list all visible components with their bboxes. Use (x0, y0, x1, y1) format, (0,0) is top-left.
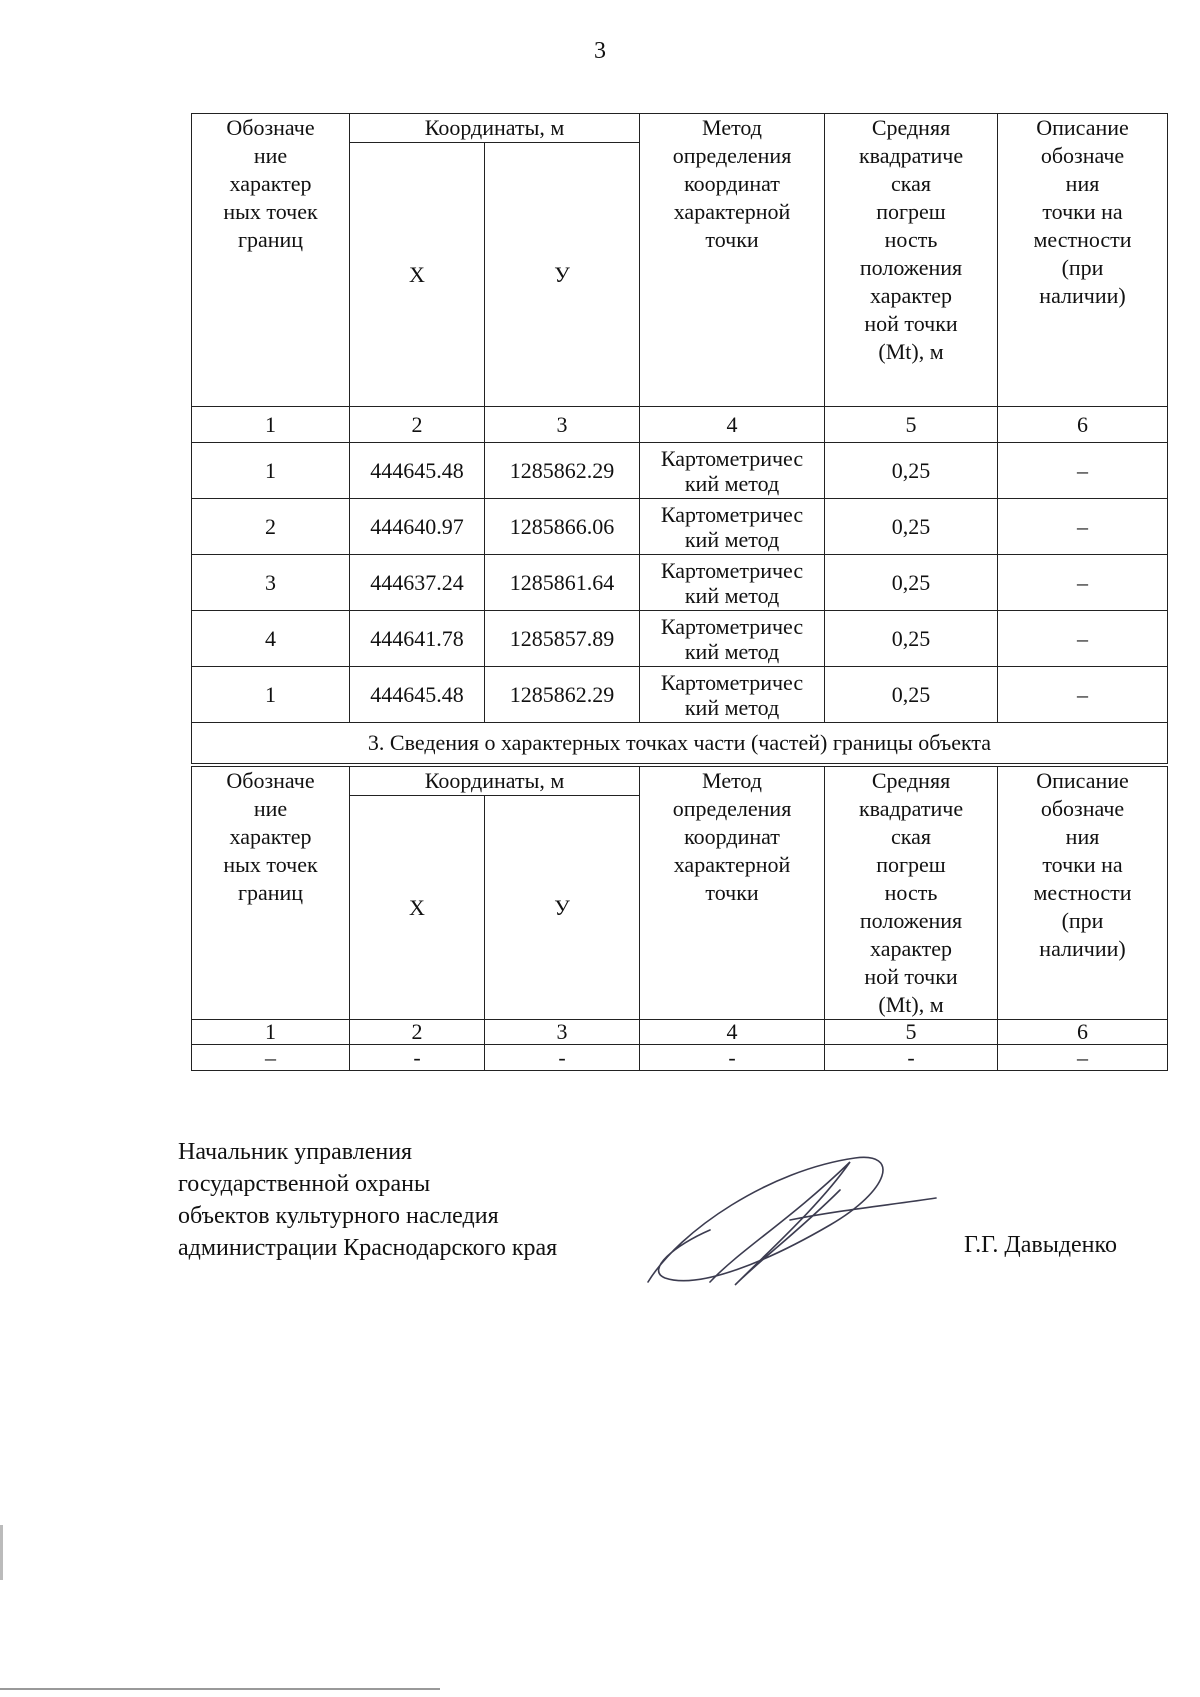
cell-x: 444645.48 (350, 443, 485, 499)
col-num: 4 (640, 1020, 825, 1045)
col-num: 4 (640, 407, 825, 443)
cell-point: 3 (192, 555, 350, 611)
cell-y: - (485, 1045, 640, 1071)
header-error: Средняя квадратиче ская погреш ность положения характер ной точки (Mt), м (825, 767, 998, 1020)
header-coordinates: Координаты, м (350, 767, 640, 796)
header-coordinates: Координаты, м (350, 114, 640, 143)
cell-description: – (998, 499, 1168, 555)
cell-point: 2 (192, 499, 350, 555)
signatory-line: администрации Краснодарского края (178, 1235, 558, 1261)
header-point-designation: Обозначе ние характер ных точек границ (192, 114, 350, 407)
cell-method: Картометричес кий метод (640, 667, 825, 723)
signature-stroke (648, 1157, 883, 1282)
cell-description: – (998, 555, 1168, 611)
cell-description: – (998, 443, 1168, 499)
cell-error: 0,25 (825, 443, 998, 499)
col-num: 5 (825, 1020, 998, 1045)
cell-y: 1285866.06 (485, 499, 640, 555)
cell-description: – (998, 611, 1168, 667)
cell-y: 1285862.29 (485, 667, 640, 723)
col-num: 1 (192, 1020, 350, 1045)
col-num: 6 (998, 1020, 1168, 1045)
header-x: X (350, 796, 485, 1020)
header-description: Описание обозначе ния точки на местности (при наличии) (998, 767, 1168, 1020)
header-method: Метод определения координат характерной точки (640, 114, 825, 407)
scan-bottom-line (0, 1688, 440, 1690)
cell-method: - (640, 1045, 825, 1071)
coordinates-table-1 (191, 113, 1168, 764)
header-y: У (485, 796, 640, 1020)
header-description: Описание обозначе ния точки на местности (при наличии) (998, 114, 1168, 407)
signer-name: Г.Г. Давыденко (964, 1232, 1117, 1258)
signature-stroke (710, 1162, 850, 1285)
header-y: У (485, 143, 640, 407)
col-num: 6 (998, 407, 1168, 443)
signatory-title (178, 1136, 557, 1264)
header-x: X (350, 143, 485, 407)
cell-method: Картометричес кий метод (640, 555, 825, 611)
signatory-line: государственной охраны (178, 1171, 431, 1197)
cell-error: 0,25 (825, 555, 998, 611)
cell-x: 444645.48 (350, 667, 485, 723)
table-row (192, 611, 1168, 667)
cell-point: 1 (192, 667, 350, 723)
cell-method: Картометричес кий метод (640, 611, 825, 667)
cell-y: 1285861.64 (485, 555, 640, 611)
cell-x: 444641.78 (350, 611, 485, 667)
cell-point: – (192, 1045, 350, 1071)
column-numbers-row (192, 407, 1168, 443)
cell-y: 1285857.89 (485, 611, 640, 667)
header-error: Средняя квадратиче ская погреш ность положения характер ной точки (Mt), м (825, 114, 998, 407)
col-num: 2 (350, 1020, 485, 1045)
cell-error: - (825, 1045, 998, 1071)
cell-error: 0,25 (825, 611, 998, 667)
col-num: 5 (825, 407, 998, 443)
cell-point: 1 (192, 443, 350, 499)
table-row (192, 555, 1168, 611)
cell-description: – (998, 1045, 1168, 1071)
header-point-designation: Обозначе ние характер ных точек границ (192, 767, 350, 1020)
col-num: 3 (485, 1020, 640, 1045)
signatory-line: объектов культурного наследия (178, 1203, 499, 1229)
page-number: 3 (594, 38, 606, 64)
cell-method: Картометричес кий метод (640, 443, 825, 499)
coordinates-table-2 (191, 766, 1168, 1071)
cell-error: 0,25 (825, 667, 998, 723)
table-row (192, 1045, 1168, 1071)
header-method: Метод определения координат характерной точки (640, 767, 825, 1020)
cell-error: 0,25 (825, 499, 998, 555)
col-num: 3 (485, 407, 640, 443)
col-num: 1 (192, 407, 350, 443)
section-3-title: 3. Сведения о характерных точках части (частей) границы объекта (192, 723, 1168, 764)
cell-point: 4 (192, 611, 350, 667)
handwritten-signature (640, 1150, 940, 1295)
cell-y: 1285862.29 (485, 443, 640, 499)
signatory-line: Начальник управления (178, 1139, 413, 1165)
cell-x: 444637.24 (350, 555, 485, 611)
column-numbers-row (192, 1020, 1168, 1045)
cell-method: Картометричес кий метод (640, 499, 825, 555)
col-num: 2 (350, 407, 485, 443)
table-row (192, 443, 1168, 499)
table-row (192, 667, 1168, 723)
cell-description: – (998, 667, 1168, 723)
table-row (192, 499, 1168, 555)
cell-x: 444640.97 (350, 499, 485, 555)
scan-edge-mark (0, 1525, 3, 1580)
cell-x: - (350, 1045, 485, 1071)
